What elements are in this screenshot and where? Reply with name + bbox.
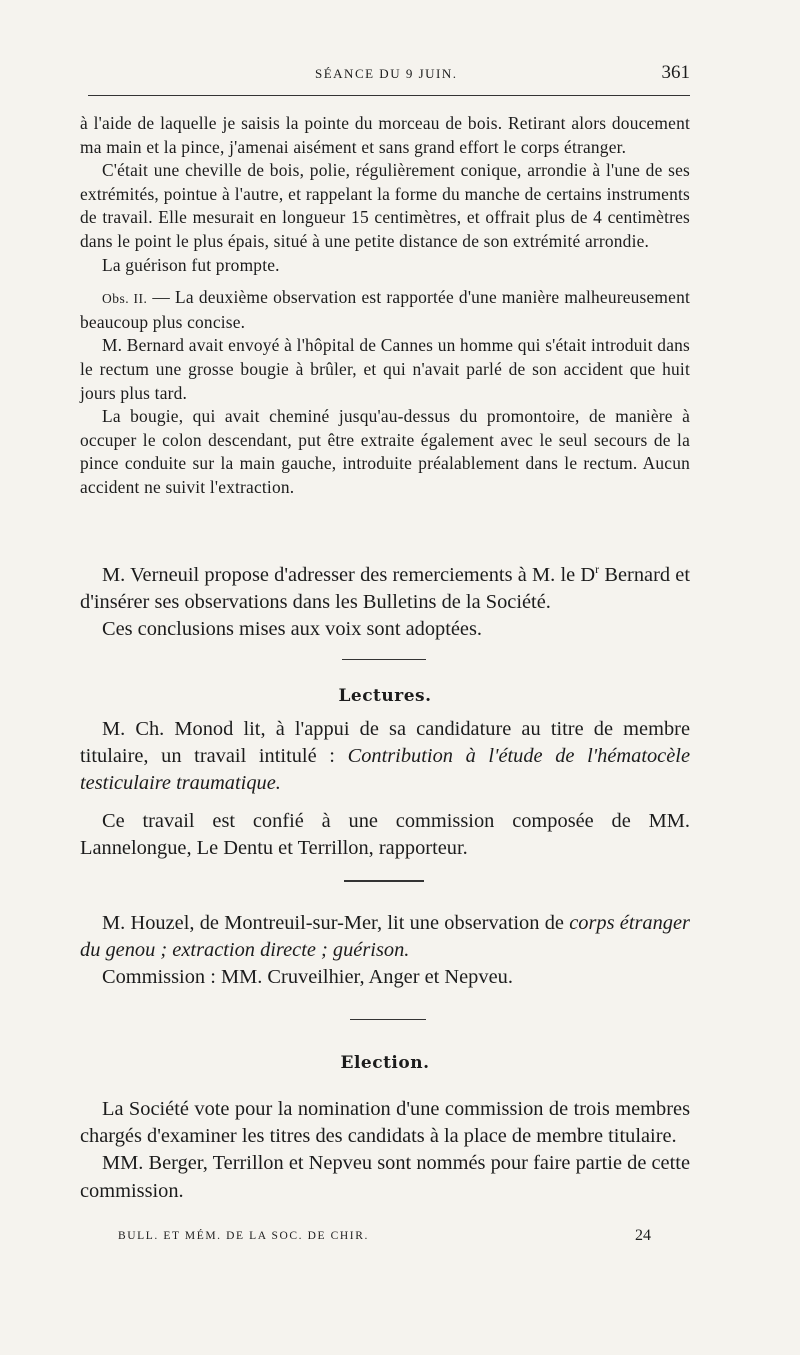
monod-title: Contribution à l'étude de l'hématocèle testiculaire traumatique. <box>80 745 690 795</box>
divider-rule <box>342 659 426 660</box>
houzel-block <box>80 910 690 992</box>
paragraph-monod <box>80 716 690 798</box>
paragraph-nominated: MM. Berger, Terrillon et Nepveu sont nommés pour faire partie de cette commission. <box>80 1152 690 1202</box>
header-rule <box>88 95 690 96</box>
obs-label: Obs. II. <box>102 291 148 307</box>
footer <box>80 1227 690 1251</box>
paragraph-extraction: à l'aide de laquelle je saisis la pointe du morceau de bois. Retirant alors doucement ma main et la pince, j'amenai aisément et sans grand effort le corps étranger. <box>80 113 690 157</box>
sheet-number: 24 <box>635 1227 651 1244</box>
houzel-text: M. Houzel, de Montreuil-sur-Mer, lit une observation de <box>102 912 570 934</box>
monod-text: M. Ch. Monod lit, à l'appui de sa candidature au titre de membre titulaire, un travail intitulé : <box>80 718 690 768</box>
page <box>80 0 690 1355</box>
paragraph-observation-2 <box>80 286 690 334</box>
paragraph-conclusions: Ces conclusions mises aux voix sont adoptées. <box>102 618 483 641</box>
paragraph-bernard: M. Bernard avait envoyé à l'hôpital de Cannes un homme qui s'était introduit dans le rectum une grosse bougie à brûler, et qui n'avait parlé de son accident que huit jours plus tard. <box>80 335 690 403</box>
verneuil-sup: r <box>595 562 600 576</box>
election-block <box>80 1096 690 1205</box>
verneuil-block <box>80 556 690 643</box>
monod-block <box>80 716 690 862</box>
paragraph-houzel <box>80 910 690 964</box>
running-title: SÉANCE DU 9 JUIN. <box>315 66 458 81</box>
verneuil-text-1: M. Verneuil propose d'adresser des remerciements à M. le D <box>102 563 596 586</box>
paragraph-vote: La Société vote pour la nomination d'une commission de trois membres chargés d'examiner les titres des candidats à la place de membre titulaire. <box>80 1098 690 1148</box>
paragraph-bougie: La bougie, qui avait cheminé jusqu'au-dessus du promontoire, de manière à occuper le colon descendant, put être extraite également avec le seul secours de la pince conduite sur la main gauche, introduite préalablement dans le rectum. Aucun accident ne suivit l'extraction. <box>80 406 690 497</box>
verneuil-text-2: Bernard et d'insérer ses observations dans les Bulletins de la Société. <box>80 563 691 613</box>
houzel-title: corps étranger du genou ; extraction directe ; guérison. <box>80 912 690 962</box>
observation-text <box>80 112 690 500</box>
paragraph-commission: Ce travail est confié à une commission composée de MM. Lannelongue, Le Dentu et Terrillon, rapporteur. <box>80 809 690 859</box>
divider-rule <box>344 880 424 882</box>
paragraph-houzel-commission: Commission : MM. Cruveilhier, Anger et Nepveu. <box>102 966 513 989</box>
paragraph-healing: La guérison fut prompte. <box>102 254 280 275</box>
paragraph-description: C'était une cheville de bois, polie, régulièrement conique, arrondie à l'une de ses extrémités, pointue à l'autre, et rappelant la forme du manche de certains instruments de travail. Elle mesurait en longueur 15 centimètres, et offrait plus de 4 centimètres dans le point le plus épais, situé à une petite distance de son extrémité arrondie. <box>80 160 690 251</box>
running-head <box>80 60 690 86</box>
section-title-lectures: Lectures. <box>338 686 432 706</box>
obs-text: — La deuxième observation est rapportée d'une manière malheureusement beaucoup plus concise. <box>80 287 690 332</box>
paragraph-verneuil <box>80 556 690 616</box>
signature-mark: BULL. ET MÉM. DE LA SOC. DE CHIR. <box>118 1230 369 1242</box>
divider-rule <box>350 1019 426 1020</box>
page-number: 361 <box>661 62 690 83</box>
section-title-election: Election. <box>340 1053 430 1073</box>
